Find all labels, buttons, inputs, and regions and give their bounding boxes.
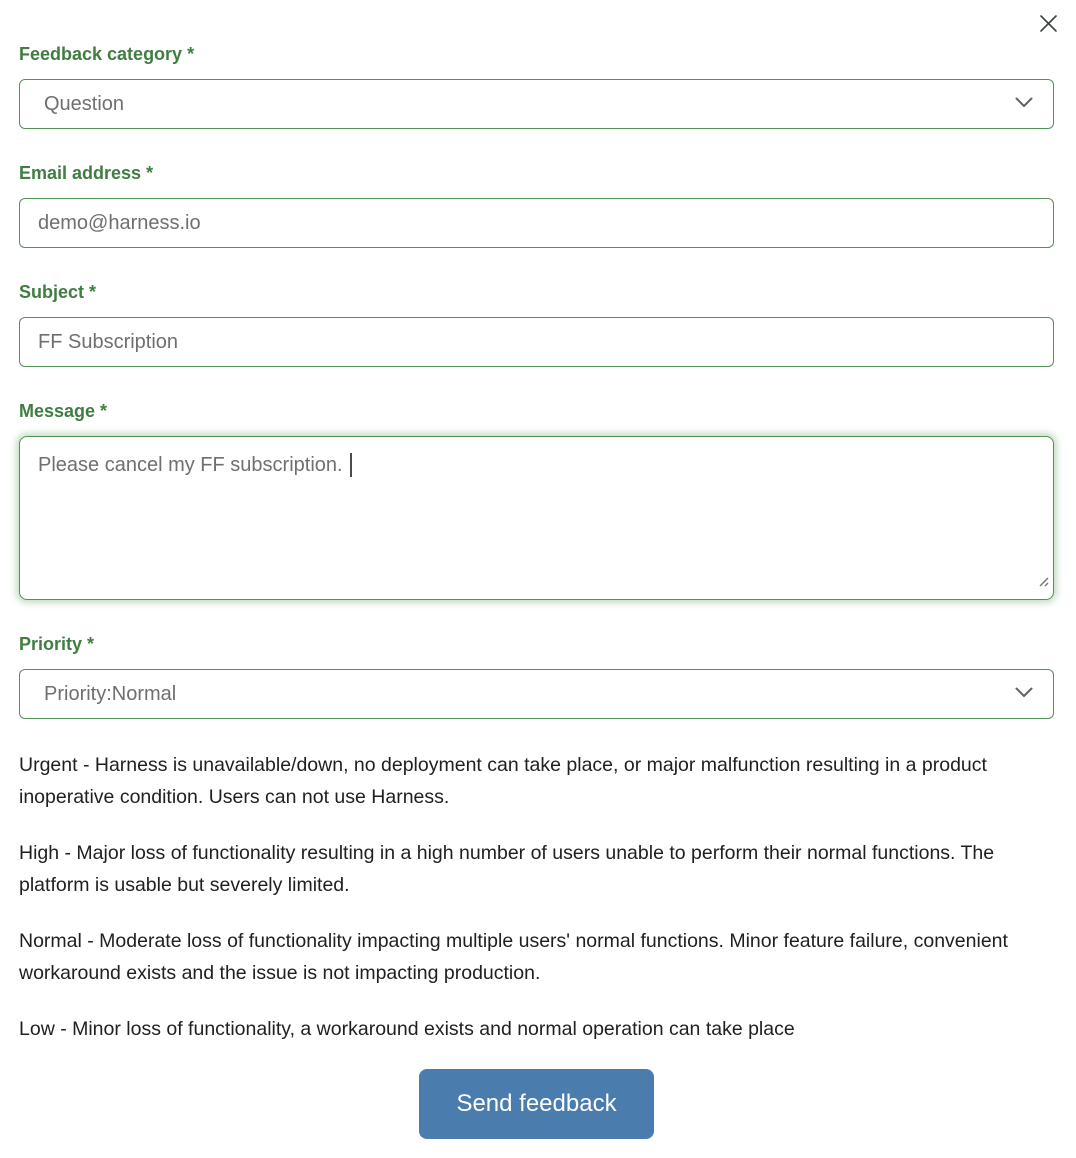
field-message [19, 401, 1054, 600]
priority-description-high: High - Major loss of functionality resulting in a high number of users unable to perform their normal functions. The platform is usable but severely limited. [19, 842, 995, 896]
feedback-category-value: Question [44, 92, 125, 115]
priority-description-low: Low - Minor loss of functionality, a workaround exists and normal operation can take place [19, 1018, 795, 1040]
send-feedback-button[interactable]: Send feedback [419, 1069, 653, 1139]
priority-value: Priority:Normal [44, 682, 177, 705]
priority-description-urgent: Urgent - Harness is unavailable/down, no deployment can take place, or major malfunction resulting in a product inoperative condition. Users can not use Harness. [19, 754, 987, 808]
priority-select[interactable] [19, 669, 1054, 719]
priority-descriptions [19, 749, 1054, 1045]
message-textarea[interactable] [19, 436, 1054, 600]
email-address-label: Email address * [19, 163, 154, 183]
button-row [19, 1069, 1054, 1139]
subject-label: Subject * [19, 282, 97, 302]
chevron-down-icon [1015, 685, 1033, 703]
message-label: Message * [19, 401, 108, 421]
field-email-address [19, 163, 1054, 248]
field-priority [19, 634, 1054, 719]
text-caret [350, 453, 352, 477]
email-input[interactable] [19, 198, 1054, 248]
priority-description-normal: Normal - Moderate loss of functionality impacting multiple users' normal functions. Minor feature failure, convenient workaround exists and the issue is not impacting production. [19, 930, 1008, 984]
priority-label: Priority * [19, 634, 95, 654]
subject-input[interactable] [19, 317, 1054, 367]
feedback-category-select[interactable] [19, 79, 1054, 129]
close-icon [1039, 14, 1058, 36]
field-subject [19, 282, 1054, 367]
message-text: Please cancel my FF subscription. [38, 454, 343, 476]
field-feedback-category [19, 44, 1054, 129]
chevron-down-icon [1015, 95, 1033, 113]
close-button[interactable] [1036, 13, 1060, 37]
feedback-category-label: Feedback category * [19, 44, 195, 64]
resize-handle-icon[interactable] [1036, 567, 1049, 595]
